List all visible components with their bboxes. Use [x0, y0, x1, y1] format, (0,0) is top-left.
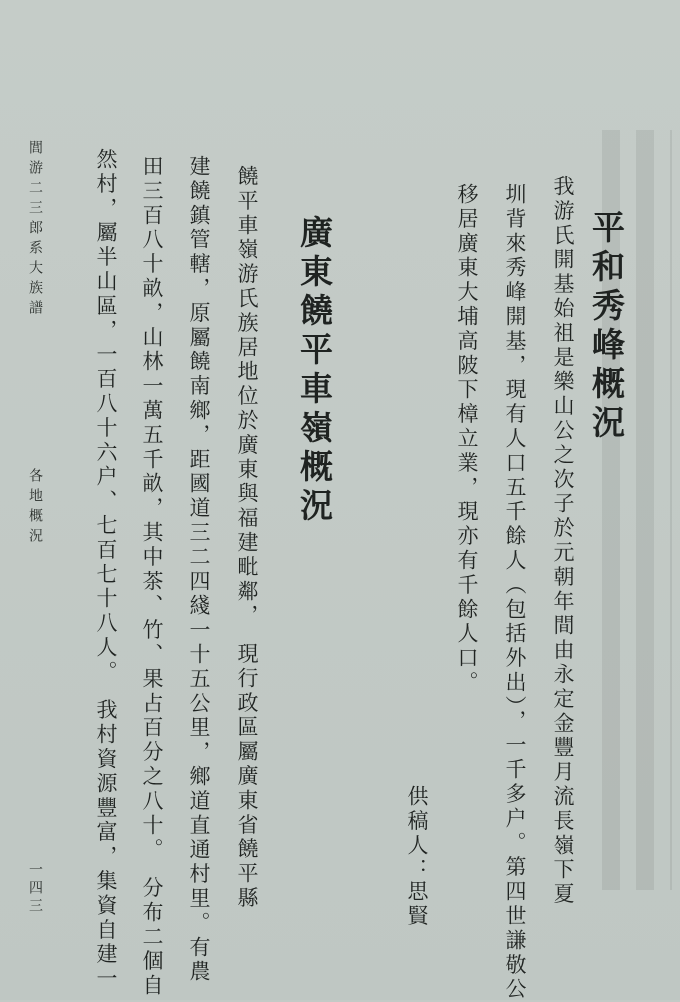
article2-title: 廣東饒平車嶺概況 [295, 215, 334, 527]
article2-line-1: 饒平車嶺游氏族居地位於廣東與福建毗鄰， 現行政區屬廣東省饒平縣 [235, 165, 259, 911]
article1-line-2: 圳背來秀峰開基，現有人口五千餘人（包括外出），一千多户。第四世謙敬公 [503, 183, 527, 1002]
article2-line-4: 然村，屬半山區，一百八十六户、七百七十八人。 我村資源豐富，集資自建一 [94, 148, 118, 992]
article1-line-1: 我游氏開基始祖是樂山公之次子於元朝年間由永定金豐月流長嶺下夏 [551, 175, 575, 907]
article2-line-3: 田三百八十畝，山林一萬五千畝，其中茶、竹、果占百分之八十。 分布二個自 [140, 155, 164, 999]
book-title: 閭游二三郎系大族譜 [27, 140, 43, 320]
contributor-name: 思賢 [405, 880, 429, 929]
contributor-label: 供稿人： [405, 785, 429, 883]
article2-line-2: 建饒鎮管轄，原屬饒南鄉，距國道三二四綫一十五公里，鄉道直通村里。有農 [187, 155, 211, 985]
article1-line-3: 移居廣東大埔高陂下樟立業，現亦有千餘人口。 [455, 183, 479, 696]
section-label: 各地概況 [27, 468, 43, 548]
page-number: 一四三 [27, 862, 43, 916]
article1-title: 平和秀峰概況 [587, 210, 626, 444]
